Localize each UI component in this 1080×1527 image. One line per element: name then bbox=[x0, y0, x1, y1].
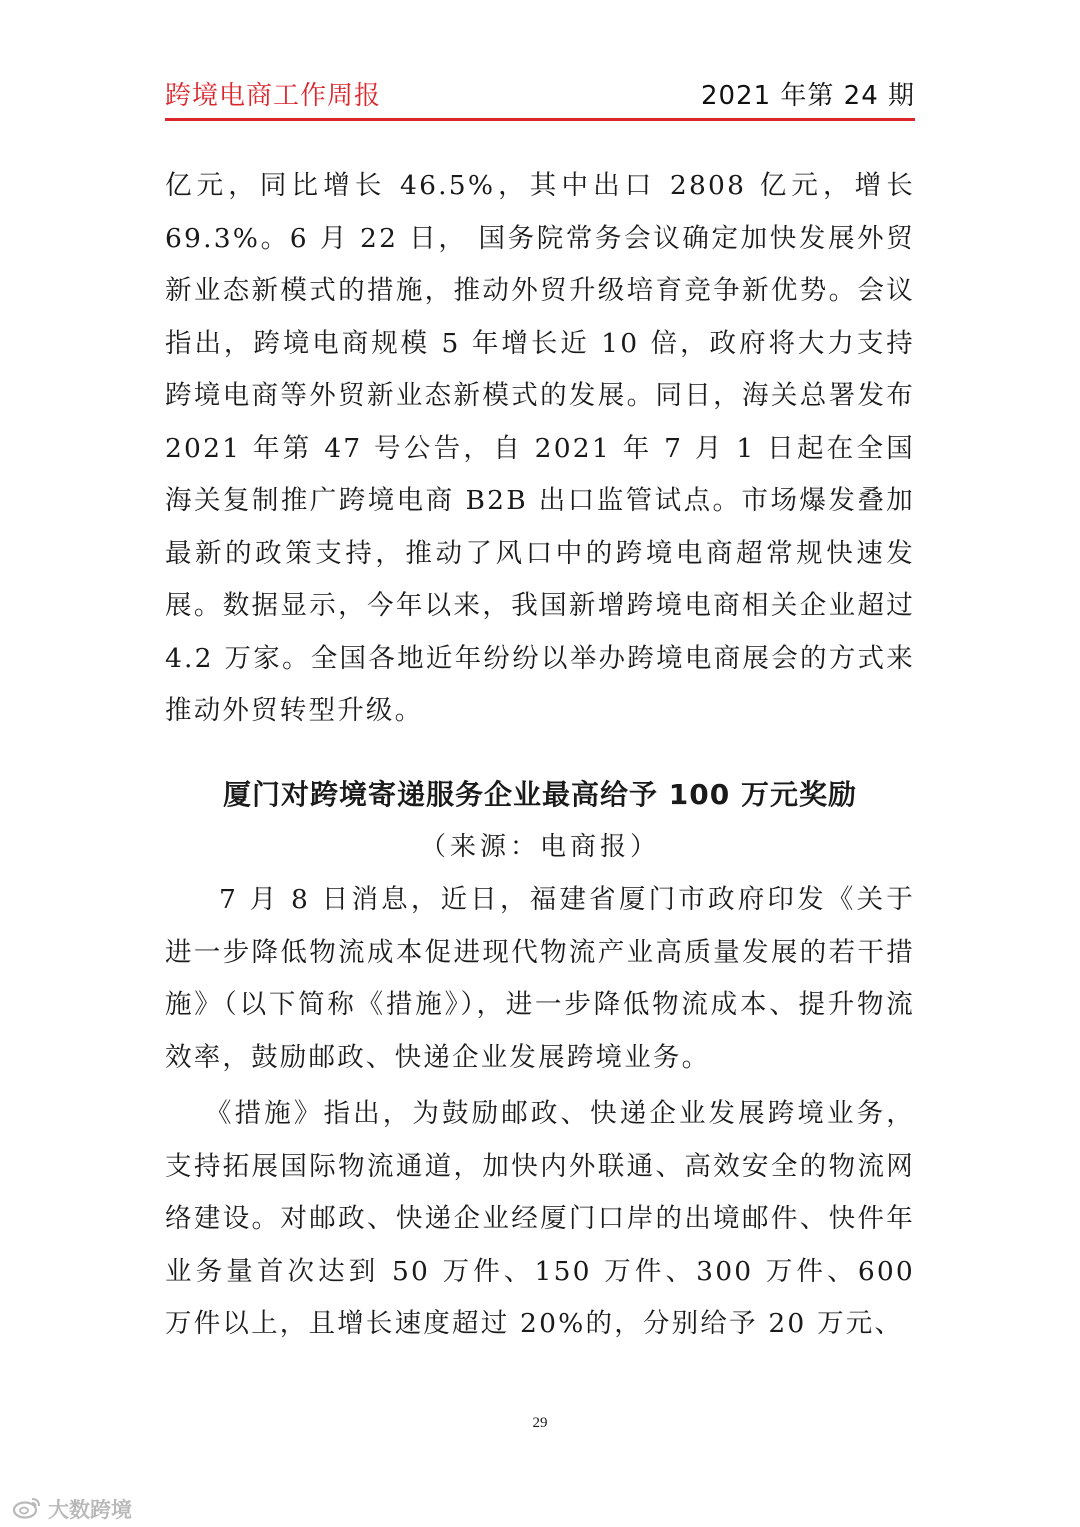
page-number: 29 bbox=[532, 1415, 548, 1431]
page-header bbox=[165, 72, 915, 114]
article-paragraph-1: 7 月 8 日消息，近日，福建省厦门市政府印发《关于进一步降低物流成本促进现代物流产业高质量发展的若干措施》（以下简称《措施》），进一步降低物流成本、提升物流效率，鼓励邮政、快递企业发展跨境业务。 bbox=[165, 884, 915, 1073]
newsletter-title: 跨境电商工作周报 bbox=[165, 80, 382, 111]
header-divider bbox=[165, 118, 915, 121]
article-paragraph-2: 《措施》指出，为鼓励邮政、快递企业发展跨境业务，支持拓展国际物流通道，加快内外联通、高效安全的物流网络建设。对邮政、快递企业经厦门口岸的出境邮件、快件年业务量首次达到 50 万件、150 万件、300 万件、600 万件以上，且增长速度超过 20%的，分别给予 20 万元、 bbox=[165, 1098, 915, 1339]
issue-number: 2021 年第 24 期 bbox=[700, 80, 915, 111]
article-source: （来源：电商报） bbox=[419, 832, 660, 862]
weibo-icon bbox=[12, 1495, 42, 1524]
watermark-text: 大数跨境 bbox=[48, 1498, 132, 1522]
article-title: 厦门对跨境寄递服务企业最高给予 100 万元奖励 bbox=[223, 778, 857, 811]
body-paragraph: 亿元，同比增长 46.5%，其中出口 2808 亿元，增长 69.3%。6 月 22 日， 国务院常务会议确定加快发展外贸新业态新模式的措施，推动外贸升级培育竞争新优势。会议指出，跨境电商规模 5 年增长近 10 倍，政府将大力支持跨境电商等外贸新业态新模式的发展。同日，海关总署发布 2021 年第 47 号公告，自 2021 年 7 月 1 日起在全国海关复制推广跨境电商 B2B 出口监管试点。市场爆发叠加最新的政策支持，推动了风口中的跨境电商超常规快速发展。数据显示，今年以来，我国新增跨境电商相关企业超过 4.2 万家。全国各地近年纷纷以举办跨境电商展会的方式来推动外贸转型升级。 bbox=[165, 170, 915, 726]
watermark bbox=[12, 1494, 132, 1524]
